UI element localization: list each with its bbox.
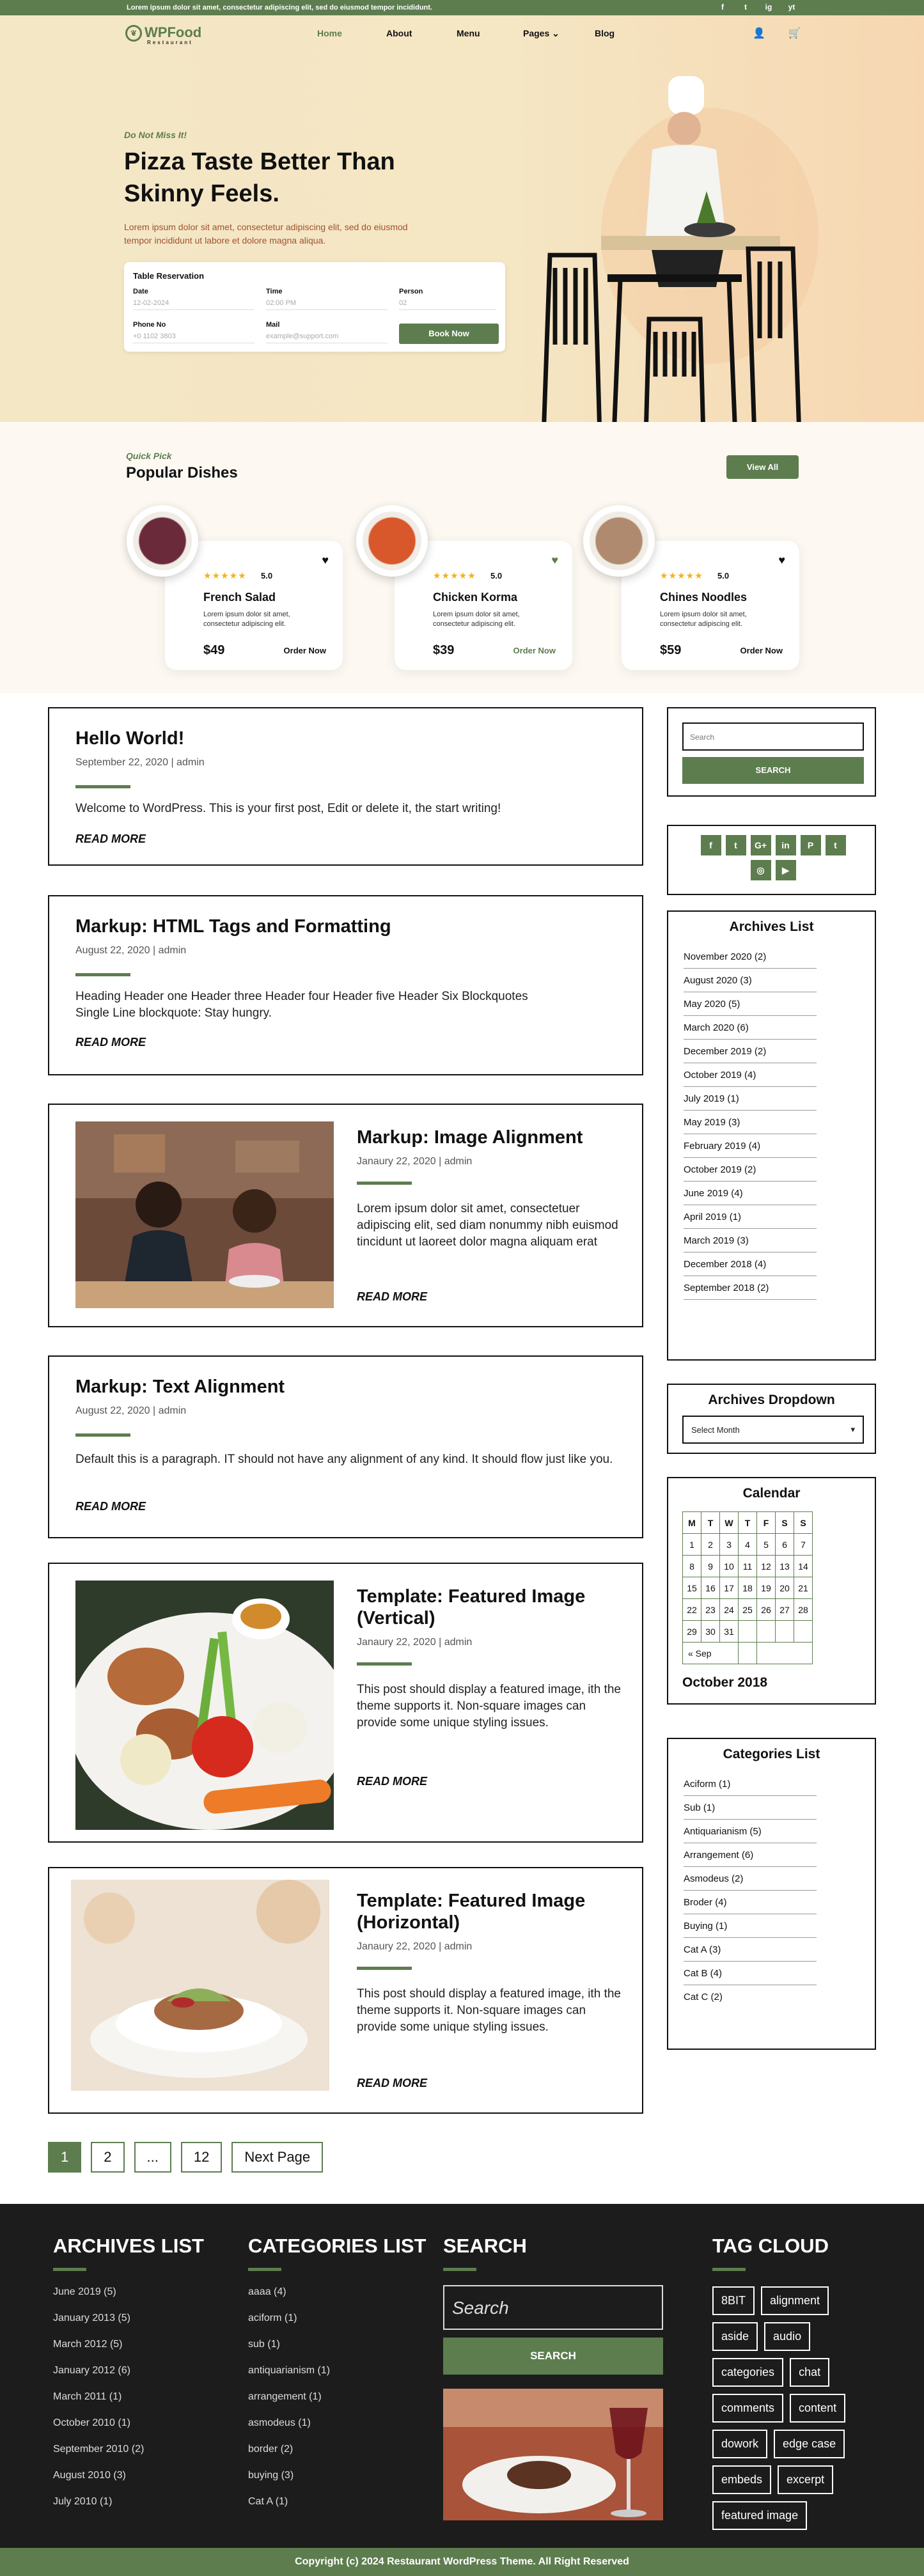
calendar-day: 31 (720, 1621, 739, 1643)
rating-stars: ★★★★★ (433, 570, 476, 581)
tumblr-icon[interactable]: t (826, 835, 846, 855)
calendar-day: 17 (720, 1577, 739, 1599)
dish-image (127, 505, 198, 577)
category-item[interactable]: Buying (1) (684, 1914, 817, 1938)
footer-category-item[interactable]: sub (1) (248, 2339, 280, 2350)
archive-item[interactable]: June 2019 (4) (684, 1182, 817, 1205)
rating-stars: ★★★★★ (660, 570, 703, 581)
select-value: Select Month (691, 1425, 740, 1435)
dish-name: Chines Noodles (660, 591, 748, 604)
dish-price: $59 (660, 643, 682, 657)
tag-link[interactable]: chat (790, 2358, 829, 2387)
calendar-day: 4 (739, 1534, 757, 1556)
mail-label: Mail (266, 321, 280, 329)
footer-search-input[interactable]: Search (443, 2285, 663, 2330)
top-bar (0, 0, 924, 15)
instagram-icon[interactable]: ◎ (751, 860, 771, 880)
view-all-button[interactable]: View All (726, 455, 799, 479)
footer-underline (53, 2268, 86, 2271)
calendar-day-header: S (776, 1512, 794, 1534)
rating-value: 5.0 (717, 571, 730, 581)
footer-search (443, 2235, 663, 2524)
footer-archive-item[interactable]: October 2010 (1) (53, 2417, 130, 2428)
tag-link[interactable]: featured image (712, 2501, 807, 2530)
post-card (48, 1867, 643, 2114)
reservation-form (124, 262, 505, 352)
dish-card[interactable] (395, 541, 572, 670)
calendar-day: 20 (776, 1577, 794, 1599)
read-more-link[interactable]: READ MORE (357, 1775, 428, 1788)
footer-categories-title: CATEGORIES LIST (248, 2235, 427, 2257)
dish-card[interactable] (165, 541, 343, 670)
calendar-day: 11 (739, 1556, 757, 1577)
post-excerpt: This post should display a featured image, ith the theme supports it. Non-square images can provide some unique styling issues. (357, 1683, 621, 1729)
calendar-day: 30 (701, 1621, 720, 1643)
category-item[interactable]: Arrangement (6) (684, 1843, 817, 1867)
dish-price: $39 (433, 643, 455, 657)
cart-icon[interactable]: 🛒 (788, 28, 801, 39)
post-image (71, 1880, 329, 2091)
time-value[interactable]: 02:00 PM (266, 299, 388, 310)
page-1[interactable]: 1 (48, 2142, 81, 2173)
calendar-day: 22 (683, 1599, 701, 1621)
read-more-link[interactable]: READ MORE (75, 1500, 146, 1513)
nav-about[interactable]: About (386, 28, 412, 38)
read-more-link[interactable]: READ MORE (357, 2077, 428, 2089)
archive-item[interactable]: October 2019 (2) (684, 1158, 817, 1182)
footer-archive-item[interactable]: July 2010 (1) (53, 2496, 113, 2507)
footer-category-item[interactable]: border (2) (248, 2444, 294, 2455)
category-item[interactable]: Sub (1) (684, 1796, 817, 1820)
search-widget (667, 707, 876, 797)
calendar-day: 10 (720, 1556, 739, 1577)
post-accent-bar (357, 1967, 412, 1970)
post-image (75, 1581, 334, 1830)
footer-archive-item[interactable]: March 2011 (1) (53, 2391, 122, 2402)
date-value[interactable]: 12-02-2024 (133, 299, 254, 310)
nav-blog[interactable]: Blog (595, 28, 615, 38)
read-more-link[interactable]: READ MORE (75, 832, 146, 845)
order-now-link[interactable]: Order Now (740, 646, 783, 655)
post-card (48, 895, 643, 1075)
calendar-day (776, 1621, 794, 1643)
rating-stars: ★★★★★ (203, 570, 247, 581)
calendar-day-header: S (794, 1512, 813, 1534)
archive-item[interactable]: April 2019 (1) (684, 1205, 817, 1229)
youtube-icon[interactable]: ▶ (776, 860, 796, 880)
archive-item[interactable]: March 2019 (3) (684, 1229, 817, 1253)
hero-section (0, 15, 924, 422)
footer-underline (712, 2268, 746, 2271)
archive-item[interactable]: February 2019 (4) (684, 1134, 817, 1158)
calendar-day: 3 (720, 1534, 739, 1556)
archives-widget (667, 910, 876, 1361)
dish-desc: Lorem ipsum dolor sit amet, consectetur adipiscing elit. (660, 611, 747, 628)
post-meta: August 22, 2020 | admin (75, 945, 187, 956)
archive-item[interactable]: November 2020 (2) (684, 945, 817, 969)
post-accent-bar (357, 1182, 412, 1185)
post-card (48, 1104, 643, 1327)
footer-archive-item[interactable]: March 2012 (5) (53, 2339, 123, 2350)
calendar-day: 25 (739, 1599, 757, 1621)
calendar-day (739, 1643, 757, 1664)
archives-list (668, 945, 875, 1300)
youtube-icon[interactable]: yt (788, 3, 795, 12)
tag-link[interactable]: excerpt (778, 2465, 833, 2494)
tag-link[interactable]: aside (712, 2322, 758, 2351)
instagram-icon[interactable]: ig (765, 3, 772, 12)
post-title[interactable]: Markup: HTML Tags and Formatting (75, 916, 391, 937)
post-card (48, 1563, 643, 1843)
heart-icon[interactable]: ♥ (551, 554, 558, 566)
calendar-day: 18 (739, 1577, 757, 1599)
calendar-widget (667, 1477, 876, 1705)
tag-link[interactable]: categories (712, 2358, 783, 2387)
calendar-day: 14 (794, 1556, 813, 1577)
calendar-day: 21 (794, 1577, 813, 1599)
dish-name: Chicken Korma (433, 591, 518, 604)
site-logo[interactable] (125, 24, 202, 45)
order-now-link[interactable]: Order Now (283, 646, 326, 655)
calendar-day (794, 1621, 813, 1643)
phone-field[interactable] (133, 321, 254, 343)
archive-item[interactable]: August 2020 (3) (684, 969, 817, 992)
phone-value[interactable]: +0 1102 3803 (133, 332, 254, 343)
post-card (48, 707, 643, 866)
tag-link[interactable]: 8BIT (712, 2286, 755, 2315)
post-meta: Janaury 22, 2020 | admin (357, 1941, 473, 1952)
top-social-links (718, 3, 796, 12)
post-excerpt: Heading Header one Header three Header four Header five Header Six Blockquotes Single Line blockquote: Stay hungry. (75, 990, 528, 1020)
post-image (75, 1121, 334, 1308)
footer-search-button[interactable]: SEARCH (443, 2338, 663, 2375)
footer-image (443, 2389, 663, 2520)
footer-categories (248, 2235, 426, 2522)
calendar-day: 24 (720, 1599, 739, 1621)
rating-value: 5.0 (261, 571, 273, 581)
calendar-day: 27 (776, 1599, 794, 1621)
logo-subtitle: Restaurant (147, 40, 193, 45)
next-page-button[interactable]: Next Page (231, 2142, 323, 2173)
user-icon[interactable]: 👤 (753, 28, 765, 39)
calendar-day: 9 (701, 1556, 720, 1577)
dish-image (356, 505, 428, 577)
footer-underline (443, 2268, 476, 2271)
calendar-day: 23 (701, 1599, 720, 1621)
calendar-day: 28 (794, 1599, 813, 1621)
calendar-day (739, 1621, 757, 1643)
dish-name: French Salad (203, 591, 276, 604)
calendar-day: 13 (776, 1556, 794, 1577)
footer-categories-list (248, 2286, 426, 2522)
archives-dropdown-widget (667, 1384, 876, 1454)
archive-item[interactable]: March 2020 (6) (684, 1016, 817, 1040)
rating-value: 5.0 (490, 571, 503, 581)
category-item[interactable]: Cat B (4) (684, 1962, 817, 1985)
sidebar-social-links (690, 835, 856, 880)
logo-text: WPFood (145, 24, 202, 40)
caret-down-icon: ▾ (850, 1425, 855, 1434)
archive-item[interactable]: May 2020 (5) (684, 992, 817, 1016)
calendar-prev-link[interactable]: « Sep (683, 1643, 739, 1664)
post-accent-bar (75, 973, 130, 976)
facebook-icon[interactable]: f (721, 3, 724, 12)
post-accent-bar (75, 785, 130, 788)
footer-archive-item[interactable]: June 2019 (5) (53, 2286, 116, 2297)
category-item[interactable]: Antiquarianism (5) (684, 1820, 817, 1843)
order-now-link[interactable]: Order Now (513, 646, 556, 655)
post-accent-bar (75, 1433, 130, 1437)
reservation-title: Table Reservation (133, 271, 205, 281)
calendar-day: 1 (683, 1534, 701, 1556)
calendar-day-header: F (757, 1512, 776, 1534)
footer-category-item[interactable]: aaaa (4) (248, 2286, 286, 2297)
post-title[interactable]: Hello World! (75, 728, 185, 749)
tag-link[interactable]: audio (764, 2322, 810, 2351)
pinterest-icon[interactable]: P (801, 835, 821, 855)
sidebar-search-input[interactable]: Search (682, 722, 864, 751)
tag-link[interactable]: embeds (712, 2465, 771, 2494)
dish-desc: Lorem ipsum dolor sit amet, consectetur adipiscing elit. (433, 611, 520, 628)
categories-list (668, 1772, 875, 2008)
footer-underline (248, 2268, 281, 2271)
footer-archive-item[interactable]: January 2013 (5) (53, 2313, 130, 2323)
footer-archive-item[interactable]: September 2010 (2) (53, 2444, 145, 2455)
calendar-day-header: T (739, 1512, 757, 1534)
tag-link[interactable]: comments (712, 2394, 783, 2423)
post-title[interactable]: Markup: Text Alignment (75, 1377, 285, 1397)
footer-archive-item[interactable]: January 2012 (6) (53, 2365, 130, 2376)
category-item[interactable]: Aciform (1) (684, 1772, 817, 1796)
post-excerpt: Default this is a paragraph. IT should not have any alignment of any kind. It should flow just like you. (75, 1453, 613, 1466)
archive-item[interactable]: December 2019 (2) (684, 1040, 817, 1063)
post-title[interactable]: Template: Featured Image (Horizontal) (357, 1891, 586, 1933)
dish-plate-fill (590, 511, 648, 570)
date-label: Date (133, 288, 148, 295)
google-plus-icon[interactable]: G+ (751, 835, 771, 855)
archive-item[interactable]: September 2018 (2) (684, 1276, 817, 1300)
calendar-day: 19 (757, 1577, 776, 1599)
page-2[interactable]: 2 (91, 2142, 124, 2173)
leaf-logo-icon: ❦ (125, 25, 142, 42)
footer-category-item[interactable]: buying (3) (248, 2470, 294, 2481)
tag-link[interactable]: content (790, 2394, 845, 2423)
calendar-day: 5 (757, 1534, 776, 1556)
calendar-day: 29 (683, 1621, 701, 1643)
mail-field[interactable] (266, 321, 388, 343)
category-item[interactable]: Cat C (2) (684, 1992, 723, 2002)
popular-title: Popular Dishes (126, 464, 238, 481)
footer-category-item[interactable]: asmodeus (1) (248, 2417, 311, 2428)
site-footer (0, 2204, 924, 2548)
post-excerpt: This post should display a featured image, ith the theme supports it. Non-square images can provide some unique styling issues. (357, 1987, 621, 2034)
calendar-month: October 2018 (682, 1675, 768, 1690)
archives-title: Archives List (729, 919, 814, 934)
calendar-day-header: W (720, 1512, 739, 1534)
social-widget (667, 825, 876, 895)
post-card (48, 1355, 643, 1538)
heart-icon[interactable]: ♥ (778, 554, 785, 566)
calendar-day-header: M (683, 1512, 701, 1534)
tag-link[interactable]: edge case (774, 2430, 845, 2458)
person-label: Person (399, 288, 423, 295)
time-field[interactable] (266, 288, 388, 310)
post-meta: Janaury 22, 2020 | admin (357, 1637, 473, 1648)
archives-dropdown-title: Archives Dropdown (708, 1393, 835, 1407)
post-meta: Janaury 22, 2020 | admin (357, 1156, 473, 1167)
post-excerpt: Welcome to WordPress. This is your first post, Edit or delete it, the start writing! (75, 802, 501, 815)
popular-eyebrow: Quick Pick (126, 451, 172, 461)
footer-category-item[interactable]: antiquarianism (1) (248, 2365, 331, 2376)
footer-search-title: SEARCH (443, 2235, 527, 2257)
archive-item[interactable]: December 2018 (4) (684, 1253, 817, 1276)
calendar-day: 2 (701, 1534, 720, 1556)
dish-card[interactable] (622, 541, 799, 670)
person-select[interactable] (399, 288, 496, 310)
archive-item[interactable]: October 2019 (4) (684, 1063, 817, 1087)
calendar-day (757, 1621, 776, 1643)
linkedin-icon[interactable]: in (776, 835, 796, 855)
footer-tag-cloud (712, 2235, 872, 2530)
archive-item[interactable]: May 2019 (3) (684, 1111, 817, 1134)
post-meta: August 22, 2020 | admin (75, 1405, 187, 1416)
calendar-day: 26 (757, 1599, 776, 1621)
page-ellipsis: ... (134, 2142, 171, 2173)
calendar-title: Calendar (742, 1486, 801, 1501)
heart-icon[interactable]: ♥ (322, 554, 329, 566)
header-icons (753, 27, 801, 40)
post-title[interactable]: Markup: Image Alignment (357, 1127, 583, 1148)
twitter-icon[interactable]: t (744, 3, 747, 12)
hero-text: Lorem ipsum dolor sit amet, consectetur adipiscing elit, sed do eiusmod tempor incididunt ut labore et dolore magna aliqua. (124, 222, 408, 246)
calendar-day: 7 (794, 1534, 813, 1556)
read-more-link[interactable]: READ MORE (75, 1036, 146, 1049)
tag-link[interactable]: dowork (712, 2430, 767, 2458)
footer-category-item[interactable]: Cat A (1) (248, 2496, 288, 2507)
calendar-day: 15 (683, 1577, 701, 1599)
facebook-icon[interactable]: f (701, 835, 721, 855)
categories-title: Categories List (723, 1747, 820, 1761)
dish-plate-fill (133, 511, 192, 570)
sidebar-search-button[interactable]: SEARCH (682, 757, 864, 784)
hero-title: Pizza Taste Better Than Skinny Feels. (124, 148, 395, 207)
hero-eyebrow: Do Not Miss It! (124, 130, 187, 140)
tag-list (712, 2286, 872, 2530)
calendar-table (682, 1511, 813, 1664)
chef-table-image (524, 76, 818, 437)
post-accent-bar (357, 1662, 412, 1666)
calendar-day: 16 (701, 1577, 720, 1599)
dish-desc: Lorem ipsum dolor sit amet, consectetur adipiscing elit. (203, 611, 290, 628)
nav-pages[interactable]: Pages ⌄ (523, 28, 560, 38)
footer-archives-title: ARCHIVES LIST (53, 2235, 204, 2257)
post-title[interactable]: Template: Featured Image (Vertical) (357, 1586, 586, 1628)
archive-item[interactable]: July 2019 (1) (684, 1087, 817, 1111)
mail-value[interactable]: example@support.com (266, 332, 388, 343)
footer-category-item[interactable]: aciform (1) (248, 2313, 297, 2323)
nav-home[interactable]: Home (317, 28, 342, 38)
footer-archive-item[interactable]: August 2010 (3) (53, 2470, 126, 2481)
dish-plate-fill (363, 511, 421, 570)
category-item[interactable]: Asmodeus (2) (684, 1867, 817, 1891)
calendar-day: 12 (757, 1556, 776, 1577)
dish-image (583, 505, 655, 577)
post-meta: September 22, 2020 | admin (75, 757, 205, 768)
calendar-day: 6 (776, 1534, 794, 1556)
dish-price: $49 (203, 643, 225, 657)
category-item[interactable]: Broder (4) (684, 1891, 817, 1914)
footer-tags-title: TAG CLOUD (712, 2235, 829, 2257)
phone-label: Phone No (133, 321, 166, 329)
copyright-bar: Copyright (c) 2024 Restaurant WordPress Theme. All Right Reserved (0, 2548, 924, 2576)
footer-archives-list (53, 2286, 204, 2522)
footer-archives (53, 2235, 204, 2522)
footer-category-item[interactable]: arrangement (1) (248, 2391, 322, 2402)
page-12[interactable]: 12 (181, 2142, 222, 2173)
twitter-icon[interactable]: t (726, 835, 746, 855)
categories-widget (667, 1738, 876, 2050)
calendar-day (757, 1643, 813, 1664)
nav-menu[interactable]: Menu (457, 28, 480, 38)
calendar-day: 8 (683, 1556, 701, 1577)
category-item[interactable]: Cat A (3) (684, 1938, 817, 1962)
tag-link[interactable]: alignment (761, 2286, 829, 2315)
top-bar-message: Lorem ipsum dolor sit amet, consectetur adipiscing elit, sed do eiusmod tempor incididunt. (127, 4, 432, 12)
read-more-link[interactable]: READ MORE (357, 1290, 428, 1303)
time-label: Time (266, 288, 283, 295)
book-now-button[interactable]: Book Now (399, 324, 499, 344)
archives-month-select[interactable] (682, 1416, 864, 1444)
person-value[interactable]: 02 (399, 299, 496, 310)
date-field[interactable] (133, 288, 254, 310)
calendar-day-header: T (701, 1512, 720, 1534)
pagination (48, 2142, 323, 2173)
post-excerpt: Lorem ipsum dolor sit amet, consectetuer adipiscing elit, sed diam nonummy nibh euismod tincidunt ut laoreet dolor magna aliquam erat (357, 1202, 618, 1249)
